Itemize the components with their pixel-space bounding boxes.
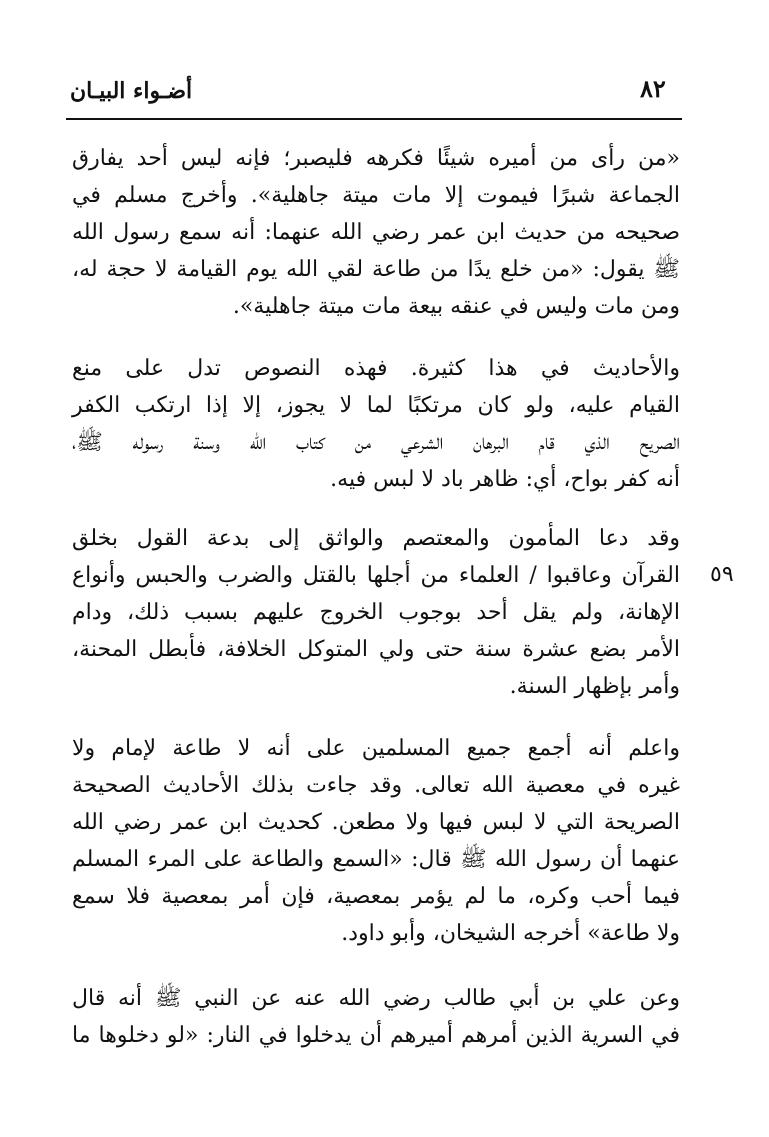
text-line: في السرية الذين أمرهم أميرهم أن يدخلوا في النار: «لو دخلوها ما bbox=[72, 1023, 680, 1048]
text-line: «من رأى من أميره شيئًا فكرهه فليصبر؛ فإنه ليس أحد يفارق bbox=[72, 146, 680, 171]
text-line: الأمر بضع عشرة سنة حتى ولي المتوكل الخلافة، فأبطل المحنة، bbox=[72, 637, 680, 662]
text-line: غيره في معصية الله تعالى. وقد جاءت بذلك الأحاديث الصحيحة bbox=[72, 773, 680, 798]
paragraph-5 bbox=[72, 980, 680, 1054]
margin-page-marker: ٥٩ bbox=[710, 562, 734, 587]
text-line: أنه كفر بواح، أي: ظاهر باد لا لبس فيه. bbox=[330, 467, 680, 492]
text-line: وعن علي بن أبي طالب رضي الله عنه عن النبي ﷺ أنه قال bbox=[72, 986, 680, 1011]
text-line: صحيحه من حديث ابن عمر رضي الله عنهما: أنه سمع رسول الله bbox=[72, 220, 680, 245]
running-title: أضـواء البيـان bbox=[70, 78, 193, 104]
text-line: واعلم أنه أجمع جميع المسلمين على أنه لا طاعة لإمام ولا bbox=[72, 736, 680, 761]
paragraph-1 bbox=[72, 140, 680, 325]
paragraph-4 bbox=[72, 730, 680, 952]
text-line: ﷺ يقول: «من خلع يدًا من طاعة لقي الله يوم القيامة لا حجة له، bbox=[72, 257, 680, 282]
text-line: فيما أحب وكره، ما لم يؤمر بمعصية، فإن أمر بمعصية فلا سمع bbox=[72, 884, 680, 909]
text-line: الصريحة التي لا لبس فيها ولا مطعن. كحديث ابن عمر رضي الله bbox=[72, 810, 680, 835]
text-line: وأمر بإظهار السنة. bbox=[509, 674, 680, 699]
paragraph-3 bbox=[72, 520, 680, 705]
text-line: الإهانة، ولم يقل أحد بوجوب الخروج عليهم بسبب ذلك، ودام bbox=[72, 600, 680, 625]
text-line: عنهما أن رسول الله ﷺ قال: «السمع والطاعة على المرء المسلم bbox=[72, 847, 680, 872]
header-rule bbox=[66, 118, 682, 120]
text-line: ومن مات وليس في عنقه بيعة مات ميتة جاهلية». bbox=[232, 294, 680, 319]
text-line: الجماعة شبرًا فيموت إلا مات ميتة جاهلية». وأخرج مسلم في bbox=[72, 183, 680, 208]
page-number: ٨٢ bbox=[640, 74, 666, 103]
text-line: القيام عليه، ولو كان مرتكبًا لما لا يجوز، إلا إذا ارتكب الكفر bbox=[72, 393, 680, 418]
text-line: وقد دعا المأمون والمعتصم والواثق إلى بدعة القول بخلق bbox=[72, 526, 680, 551]
text-line: ولا طاعة» أخرجه الشيخان، وأبو داود. bbox=[341, 921, 680, 946]
text-line: والأحاديث في هذا كثيرة. فهذه النصوص تدل على منع bbox=[72, 356, 680, 381]
paragraph-2 bbox=[72, 350, 680, 498]
text-line: الصريح الذي قام البرهان الشرعي من كتاب الله وسنة رسوله ﷺ، bbox=[72, 430, 680, 455]
text-line: القرآن وعاقبوا / العلماء من أجلها بالقتل والضرب والحبس وأنواع bbox=[72, 563, 680, 588]
